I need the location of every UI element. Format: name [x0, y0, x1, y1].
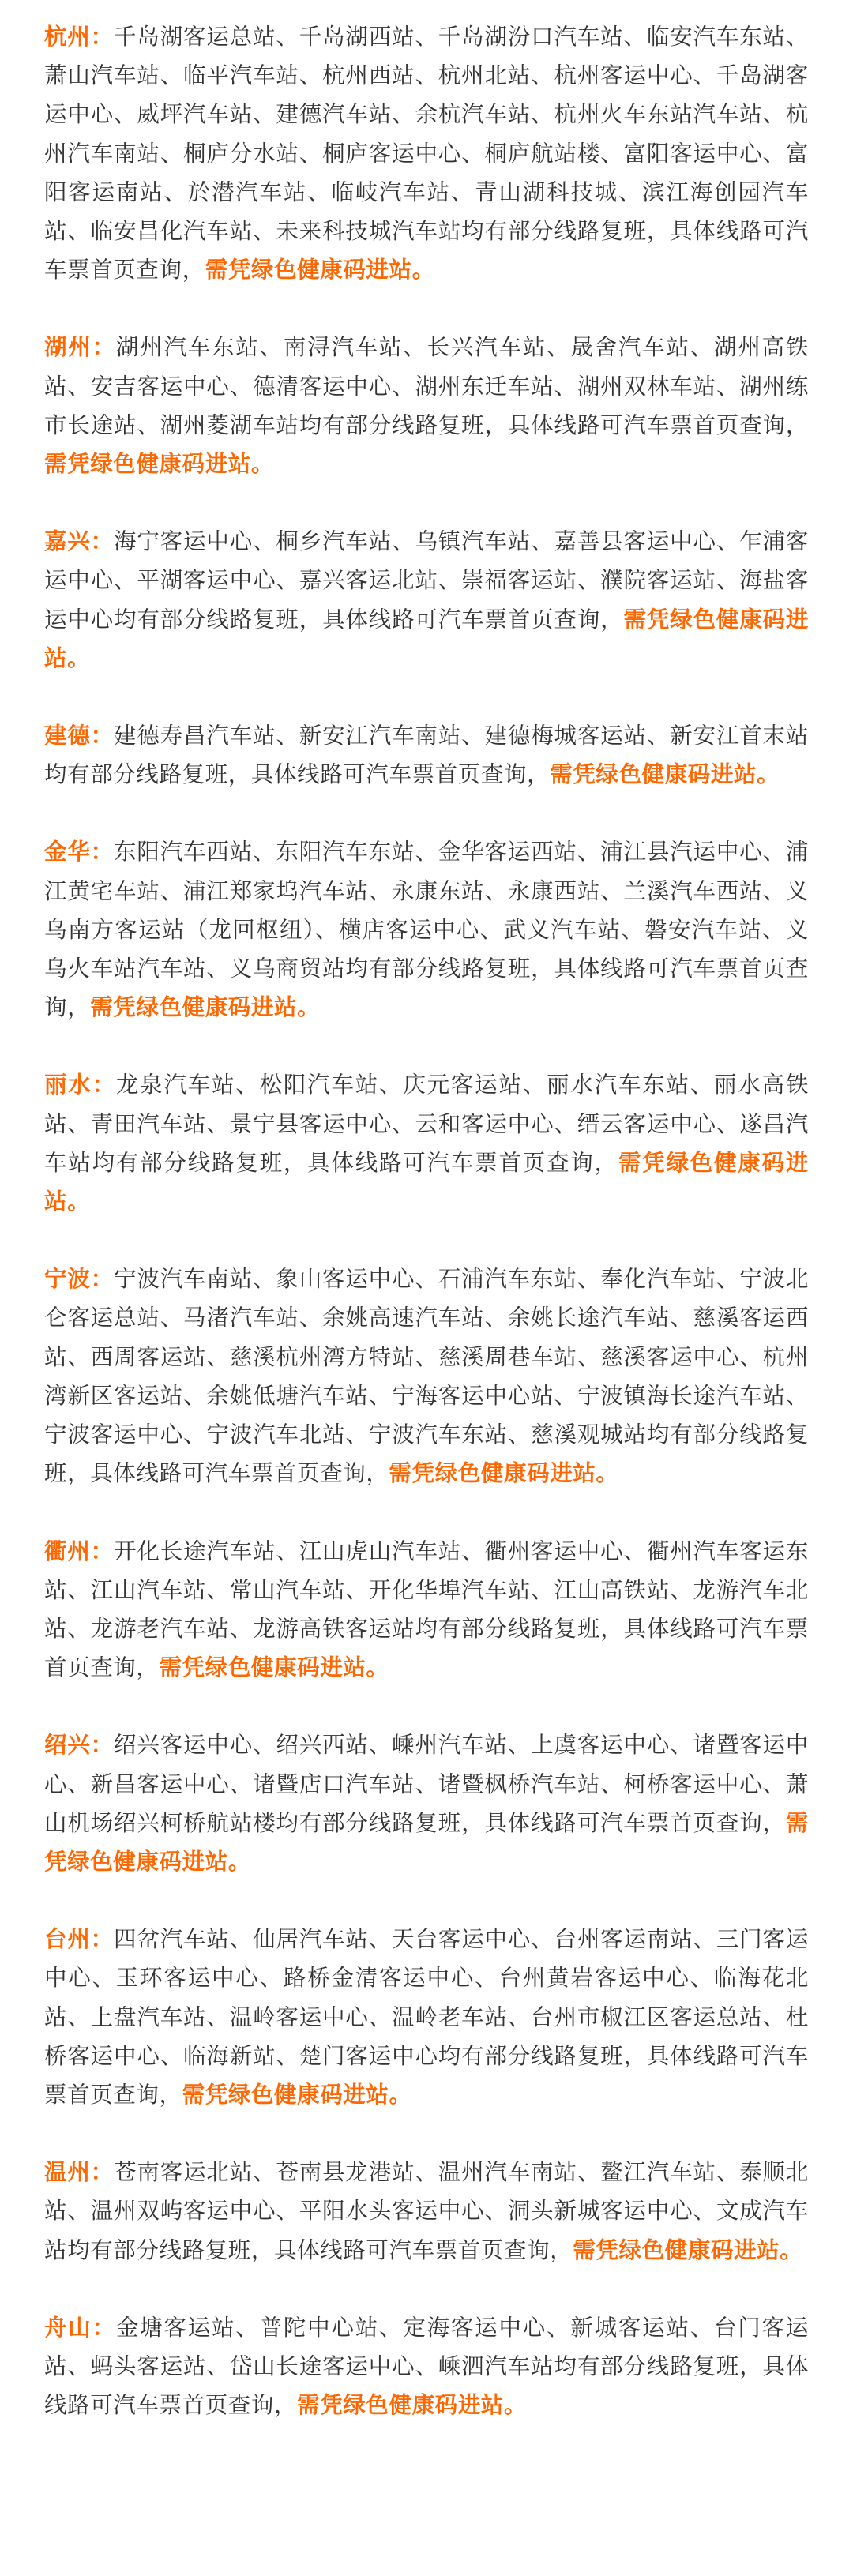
- health-code-note: 需凭绿色健康码进站。: [44, 1149, 809, 1215]
- health-code-note: 需凭绿色健康码进站。: [159, 1654, 389, 1681]
- health-code-note: 需凭绿色健康码进站。: [44, 1809, 809, 1875]
- station-list: 开化长途汽车站、江山虎山汽车站、衢州客运中心、衢州汽车客运东站、江山汽车站、常山汽车站、开化华埠汽车站、江山高铁站、龙游汽车北站、龙游老汽车站、龙游高铁客运站均有部分线路复班，具体线路可汽车票首页查询，: [44, 1538, 809, 1681]
- city-paragraph-lishui: [44, 1065, 809, 1221]
- city-paragraph-quzhou: [44, 1532, 809, 1688]
- city-paragraph-hangzhou: [44, 17, 809, 289]
- city-name: 绍兴：: [44, 1732, 115, 1759]
- city-name: 嘉兴：: [44, 528, 115, 555]
- city-paragraph-wenzhou: [44, 2153, 809, 2270]
- city-paragraph-ningbo: [44, 1260, 809, 1493]
- city-paragraph-taizhou: [44, 1920, 809, 2114]
- health-code-note: 需凭绿色健康码进站。: [90, 994, 321, 1021]
- station-list: 金塘客运站、普陀中心站、定海客运中心、新城客运站、台门客运站、蚂头客运站、岱山长途客运中心、嵊泗汽车站均有部分线路复班，具体线路可汽车票首页查询，: [44, 2314, 809, 2419]
- city-name: 杭州：: [44, 24, 115, 50]
- city-name: 舟山：: [44, 2314, 116, 2341]
- city-paragraph-zhoushan: [44, 2308, 809, 2425]
- city-name: 湖州：: [44, 334, 116, 361]
- city-paragraph-shaoxing: [44, 1725, 809, 1881]
- station-list: 四岔汽车站、仙居汽车站、天台客运中心、台州客运南站、三门客运中心、玉环客运中心、路桥金清客运中心、台州黄岩客运中心、临海花北站、上盘汽车站、温岭客运中心、温岭老车站、台州市椒江区客运总站、杜桥客运中心、临海新站、楚门客运中心均有部分线路复班，具体线路可汽车票首页查询，: [44, 1926, 809, 2108]
- station-list: 绍兴客运中心、绍兴西站、嵊州汽车站、上虞客运中心、诸暨客运中心、新昌客运中心、诸暨店口汽车站、诸暨枫桥汽车站、柯桥客运中心、萧山机场绍兴柯桥航站楼均有部分线路复班，具体线路可汽车票首页查询，: [44, 1732, 809, 1836]
- city-name: 建德：: [44, 723, 115, 749]
- station-list: 湖州汽车东站、南浔汽车站、长兴汽车站、晟舍汽车站、湖州高铁站、安吉客运中心、德清客运中心、湖州东迁车站、湖州双林车站、湖州练市长途站、湖州菱湖车站均有部分线路复班，具体线路可汽车票首页查询，: [44, 334, 809, 438]
- health-code-note: 需凭绿色健康码进站。: [205, 257, 435, 284]
- health-code-note: 需凭绿色健康码进站。: [44, 606, 809, 671]
- city-name: 温州：: [44, 2159, 115, 2186]
- station-list: 苍南客运北站、苍南县龙港站、温州汽车南站、鳌江汽车站、泰顺北站、温州双屿客运中心、平阳水头客运中心、洞头新城客运中心、文成汽车站均有部分线路复班，具体线路可汽车票首页查询，: [44, 2159, 809, 2263]
- station-list: 建德寿昌汽车站、新安江汽车南站、建德梅城客运站、新安江首末站均有部分线路复班，具体线路可汽车票首页查询，: [44, 723, 809, 788]
- city-name: 金华：: [44, 839, 115, 866]
- city-paragraph-jiaxing: [44, 522, 809, 678]
- health-code-note: 需凭绿色健康码进站。: [389, 1460, 619, 1487]
- station-list: 海宁客运中心、桐乡汽车站、乌镇汽车站、嘉善县客运中心、乍浦客运中心、平湖客运中心、嘉兴客运北站、崇福客运站、濮院客运站、海盐客运中心均有部分线路复班，具体线路可汽车票首页查询，: [44, 528, 809, 633]
- city-name: 衢州：: [44, 1538, 115, 1564]
- station-list: 宁波汽车南站、象山客运中心、石浦汽车东站、奉化汽车站、宁波北仑客运总站、马渚汽车站、余姚高速汽车站、余姚长途汽车站、慈溪客运西站、西周客运站、慈溪杭州湾方特站、慈溪周巷车站、慈溪客运中心、杭州湾新区客运站、余姚低塘汽车站、宁海客运中心站、宁波镇海长途汽车站、宁波客运中心、宁波汽车北站、宁波汽车东站、慈溪观城站均有部分线路复班，具体线路可汽车票首页查询，: [44, 1266, 809, 1487]
- city-paragraph-jinhua: [44, 832, 809, 1027]
- health-code-note: 需凭绿色健康码进站。: [573, 2236, 803, 2263]
- health-code-note: 需凭绿色健康码进站。: [297, 2392, 528, 2419]
- station-list: 龙泉汽车站、松阳汽车站、庆元客运站、丽水汽车东站、丽水高铁站、青田汽车站、景宁县客运中心、云和客运中心、缙云客运中心、遂昌汽车站均有部分线路复班，具体线路可汽车票首页查询，: [44, 1072, 809, 1176]
- health-code-note: 需凭绿色健康码进站。: [44, 451, 275, 478]
- health-code-note: 需凭绿色健康码进站。: [550, 761, 780, 788]
- city-name: 丽水：: [44, 1072, 116, 1098]
- station-list: 东阳汽车西站、东阳汽车东站、金华客运西站、浦江县汽运中心、浦江黄宅车站、浦江郑家坞汽车站、永康东站、永康西站、兰溪汽车西站、义乌南方客运站（龙回枢纽）、横店客运中心、武义汽车站、磐安汽车站、义乌火车站汽车站、义乌商贸站均有部分线路复班，具体线路可汽车票首页查询，: [44, 839, 809, 1021]
- city-paragraph-jiande: [44, 716, 809, 794]
- city-name: 台州：: [44, 1926, 115, 1953]
- health-code-note: 需凭绿色健康码进站。: [182, 2081, 412, 2108]
- city-paragraph-huzhou: [44, 328, 809, 483]
- station-list: 千岛湖客运总站、千岛湖西站、千岛湖汾口汽车站、临安汽车东站、萧山汽车站、临平汽车站、杭州西站、杭州北站、杭州客运中心、千岛湖客运中心、威坪汽车站、建德汽车站、余杭汽车站、杭州火车东站汽车站、杭州汽车南站、桐庐分水站、桐庐客运中心、桐庐航站楼、富阳客运中心、富阳客运南站、於潜汽车站、临岐汽车站、青山湖科技城、滨江海创园汽车站、临安昌化汽车站、未来科技城汽车站均有部分线路复班，具体线路可汽车票首页查询，: [44, 24, 809, 284]
- city-name: 宁波：: [44, 1266, 115, 1293]
